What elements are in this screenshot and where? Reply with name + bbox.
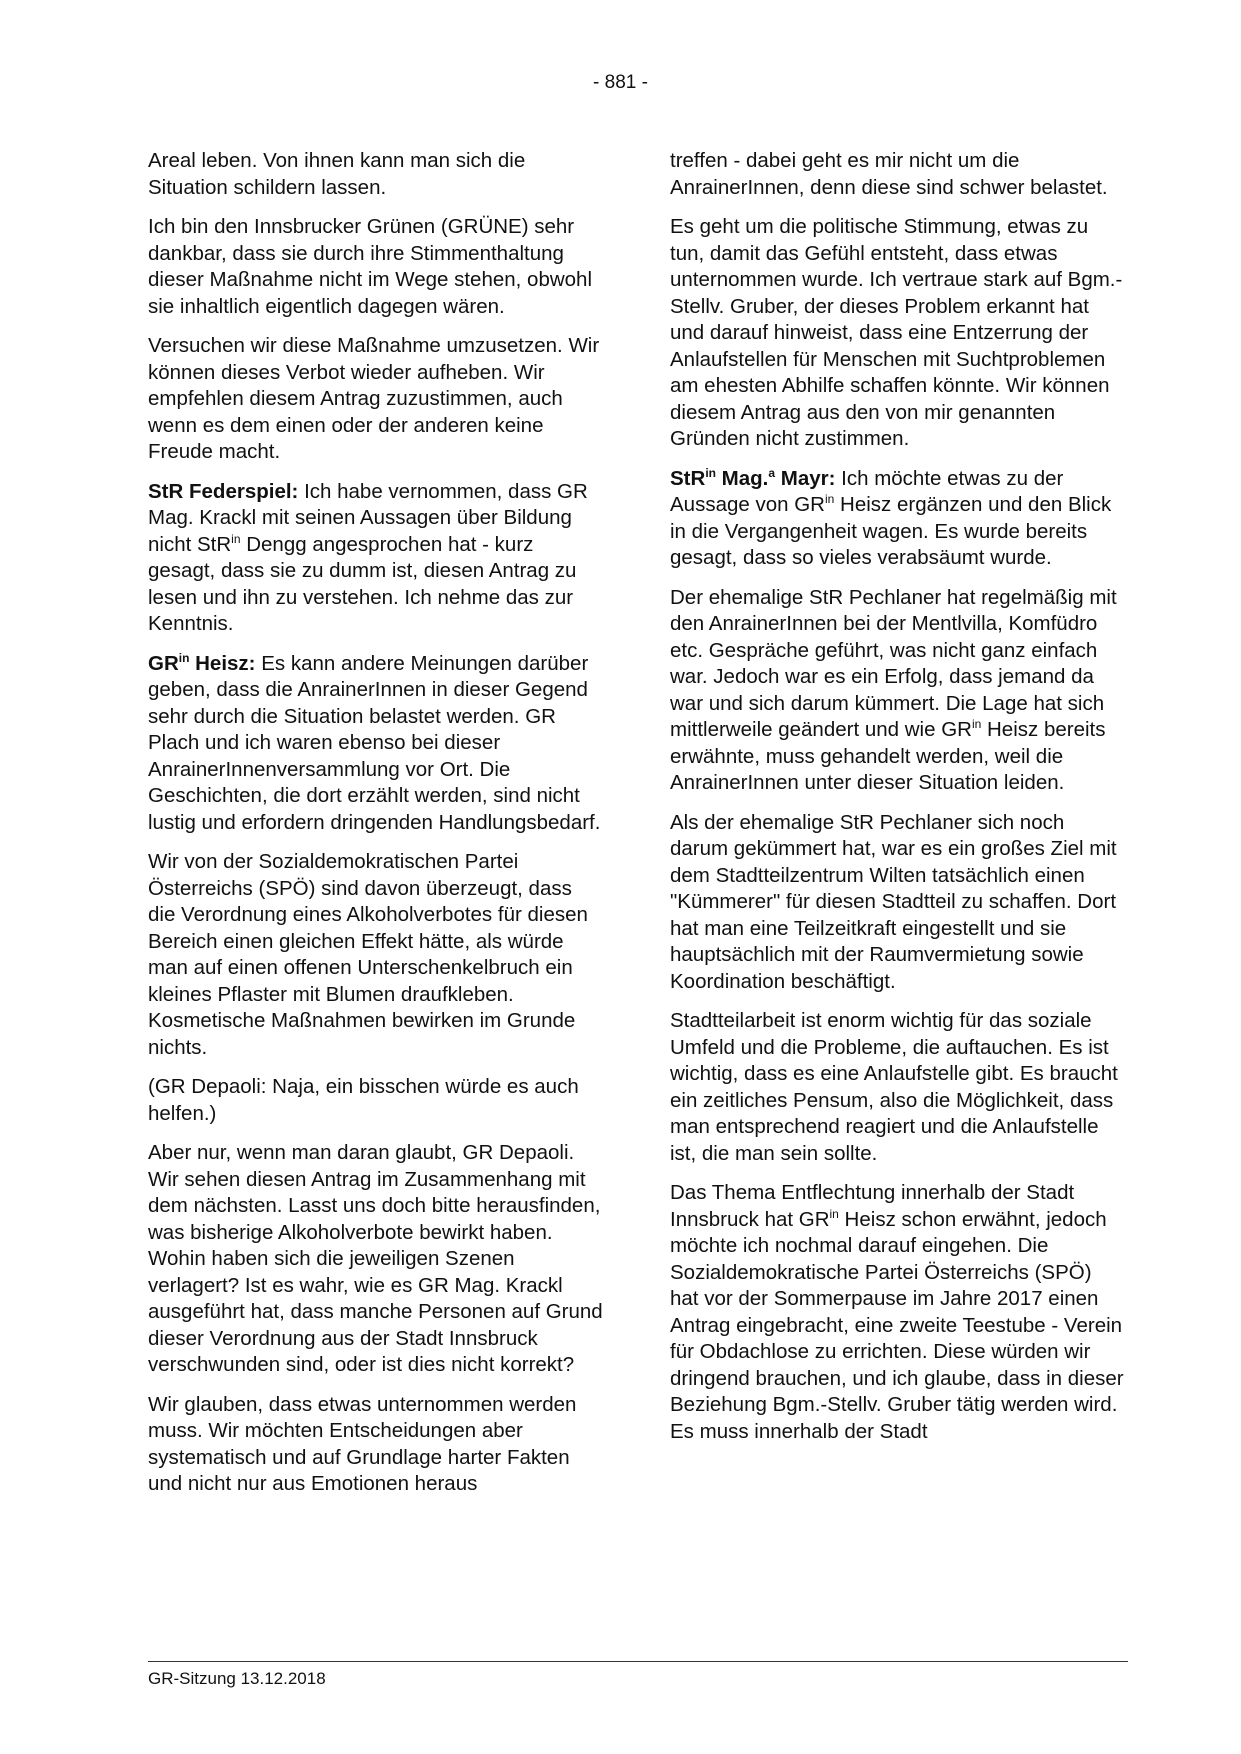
paragraph: StR$^{in}$ Mag.$^a$ Mayr: Ich möchte etwas zu der Aussage von $GR^{in}$ Heisz ergänzen und den Blick in die Vergangenheit wagen. Es wurde bereits gesagt, dass so vieles verabsäumt wurde. (670, 465, 1112, 569)
paragraph: Wir von der Sozialdemokratischen Partei Österreichs (SPÖ) sind davon überzeugt, dass die Verordnung eines Alkoholverbotes für diesen Bereich einen gleichen Effekt hätte, als würde man auf einen offenen Unterschenkelbruch ein kleines Pflaster mit Blumen draufkleben. Kosmetische Maßnahmen bewirken im Grunde nichts. (148, 850, 588, 1059)
paragraph: Es geht um die politische Stimmung, etwas zu tun, damit das Gefühl entsteht, dass etwas unternommen wurde. Ich vertraue stark auf Bgm.-Stellv. Gruber, der dieses Problem erkannt hat und darauf hinweist, dass eine Entzerrung der Anlaufstellen für Menschen mit Suchtproblemen am ehesten Abhilfe schaffen könnte. Wir können diesem Antrag aus den von mir genannten Gründen nicht zustimmen. (670, 215, 1123, 450)
paragraph: StR Federspiel: Ich habe vernommen, dass GR Mag. Krackl mit seinen Aussagen über Bildung nicht StR$^{in}$ Dengg angesprochen hat - kurz gesagt, dass sie zu dumm ist, diesen Antrag zu lesen und ihn zu verstehen. Ich nehme das zur Kenntnis. (148, 479, 588, 635)
right-column (670, 148, 1125, 1458)
page-number: - 881 - (593, 72, 648, 93)
superscript: a (768, 465, 776, 480)
superscript: in (178, 650, 190, 665)
superscript: in (829, 1206, 839, 1221)
footer-divider (148, 1661, 1128, 1662)
paragraph: Versuchen wir diese Maßnahme umzusetzen. Wir können dieses Verbot wieder aufheben. Wir empfehlen diesem Antrag zuzustimmen, auch wenn es dem einen oder der anderen keine Freude macht. (148, 334, 600, 463)
speaker-name: StR Federspiel: (148, 479, 299, 503)
superscript: in (971, 717, 982, 732)
superscript: in (824, 492, 835, 507)
paragraph: Wir glauben, dass etwas unternommen werden muss. Wir möchten Entscheidungen aber systematisch und auf Grundlage harter Fakten und nicht nur aus Emotionen heraus (148, 1392, 577, 1495)
paragraph: Ich bin den Innsbrucker Grünen (GRÜNE) sehr dankbar, dass sie durch ihre Stimmenthaltung dieser Maßnahme nicht im Wege stehen, obwohl sie inhaltlich eigentlich dagegen wären. (148, 215, 593, 318)
left-column (148, 148, 603, 1511)
paragraph: Das Thema Entflechtung innerhalb der Stadt Innsbruck hat $GR^{in}$ Heisz schon erwähnt, jedoch möchte ich nochmal darauf eingehen. Die Sozialdemokratische Partei Österreichs (SPÖ) hat vor der Sommerpause im Jahre 2017 einen Antrag eingebracht, eine zweite Teestube - Verein für Obdachlose zu errichten. Diese würden wir dringend brauchen, und ich glaube, dass in dieser Beziehung Bgm.-Stellv. Gruber tätig werden wird. Es muss innerhalb der Stadt (670, 1181, 1124, 1443)
paragraph: $GR^{in}$ Heisz: Es kann andere Meinungen darüber geben, dass die AnrainerInnen in dieser Gegend sehr durch die Situation belastet werden. GR Plach und ich waren ebenso bei dieser AnrainerInnenversammlung vor Ort. Die Geschichten, die dort erzählt werden, sind nicht lustig und erfordern dringenden Handlungsbedarf. (148, 650, 601, 834)
paragraph: (GR Depaoli: Naja, ein bisschen würde es auch helfen.) (148, 1075, 579, 1125)
paragraph: Areal leben. Von ihnen kann man sich die Situation schildern lassen. (148, 149, 526, 199)
footer-session-date: GR-Sitzung 13.12.2018 (148, 1669, 326, 1688)
paragraph: Der ehemalige StR Pechlaner hat regelmäßig mit den AnrainerInnen bei der Mentlvilla, Komfüdro etc. Gespräche geführt, was nicht ganz einfach war. Jedoch war es ein Erfolg, dass jemand da war und sich darum kümmert. Die Lage hat sich mittlerweile geändert und wie $GR^{in}$ Heisz bereits erwähnte, muss gehandelt werden, weil die AnrainerInnen unter dieser Situation leiden. (670, 585, 1117, 794)
superscript: in (705, 465, 716, 480)
speaker-name: $GR^{in}$ Heisz: (148, 650, 256, 675)
superscript: in (231, 531, 241, 546)
paragraph: Stadtteilarbeit ist enorm wichtig für das soziale Umfeld und die Probleme, die auftauchen. Es ist wichtig, dass es eine Anlaufstelle gibt. Es braucht ein zeitliches Pensum, also die Möglichkeit, dass man entsprechend reagiert und die Anlaufstelle ist, die man sein sollte. (670, 1009, 1118, 1165)
paragraph: treffen - dabei geht es mir nicht um die AnrainerInnen, denn diese sind schwer belastet. (670, 149, 1108, 199)
paragraph: Als der ehemalige StR Pechlaner sich noch darum gekümmert hat, war es ein großes Ziel mit dem Stadtteilzentrum Wilten tatsächlich einen "Kümmerer" für diesen Stadtteil zu schaffen. Dort hat man eine Teilzeitkraft eingestellt und sie hauptsächlich mit der Raumvermietung sowie Koordination beschäftigt. (670, 810, 1117, 993)
speaker-name: StR$^{in}$ Mag.$^a$ Mayr: (670, 465, 836, 490)
paragraph: Aber nur, wenn man daran glaubt, GR Depaoli. Wir sehen diesen Antrag im Zusammenhang mit dem nächsten. Lasst uns doch bitte herausfinden, was bisherige Alkoholverbote bewirkt haben. Wohin haben sich die jeweiligen Szenen verlagert? Ist es wahr, wie es GR Mag. Krackl ausgeführt hat, dass manche Personen auf Grund dieser Verordnung aus der Stadt Innsbruck verschwunden sind, oder ist dies nicht korrekt? (148, 1141, 603, 1376)
